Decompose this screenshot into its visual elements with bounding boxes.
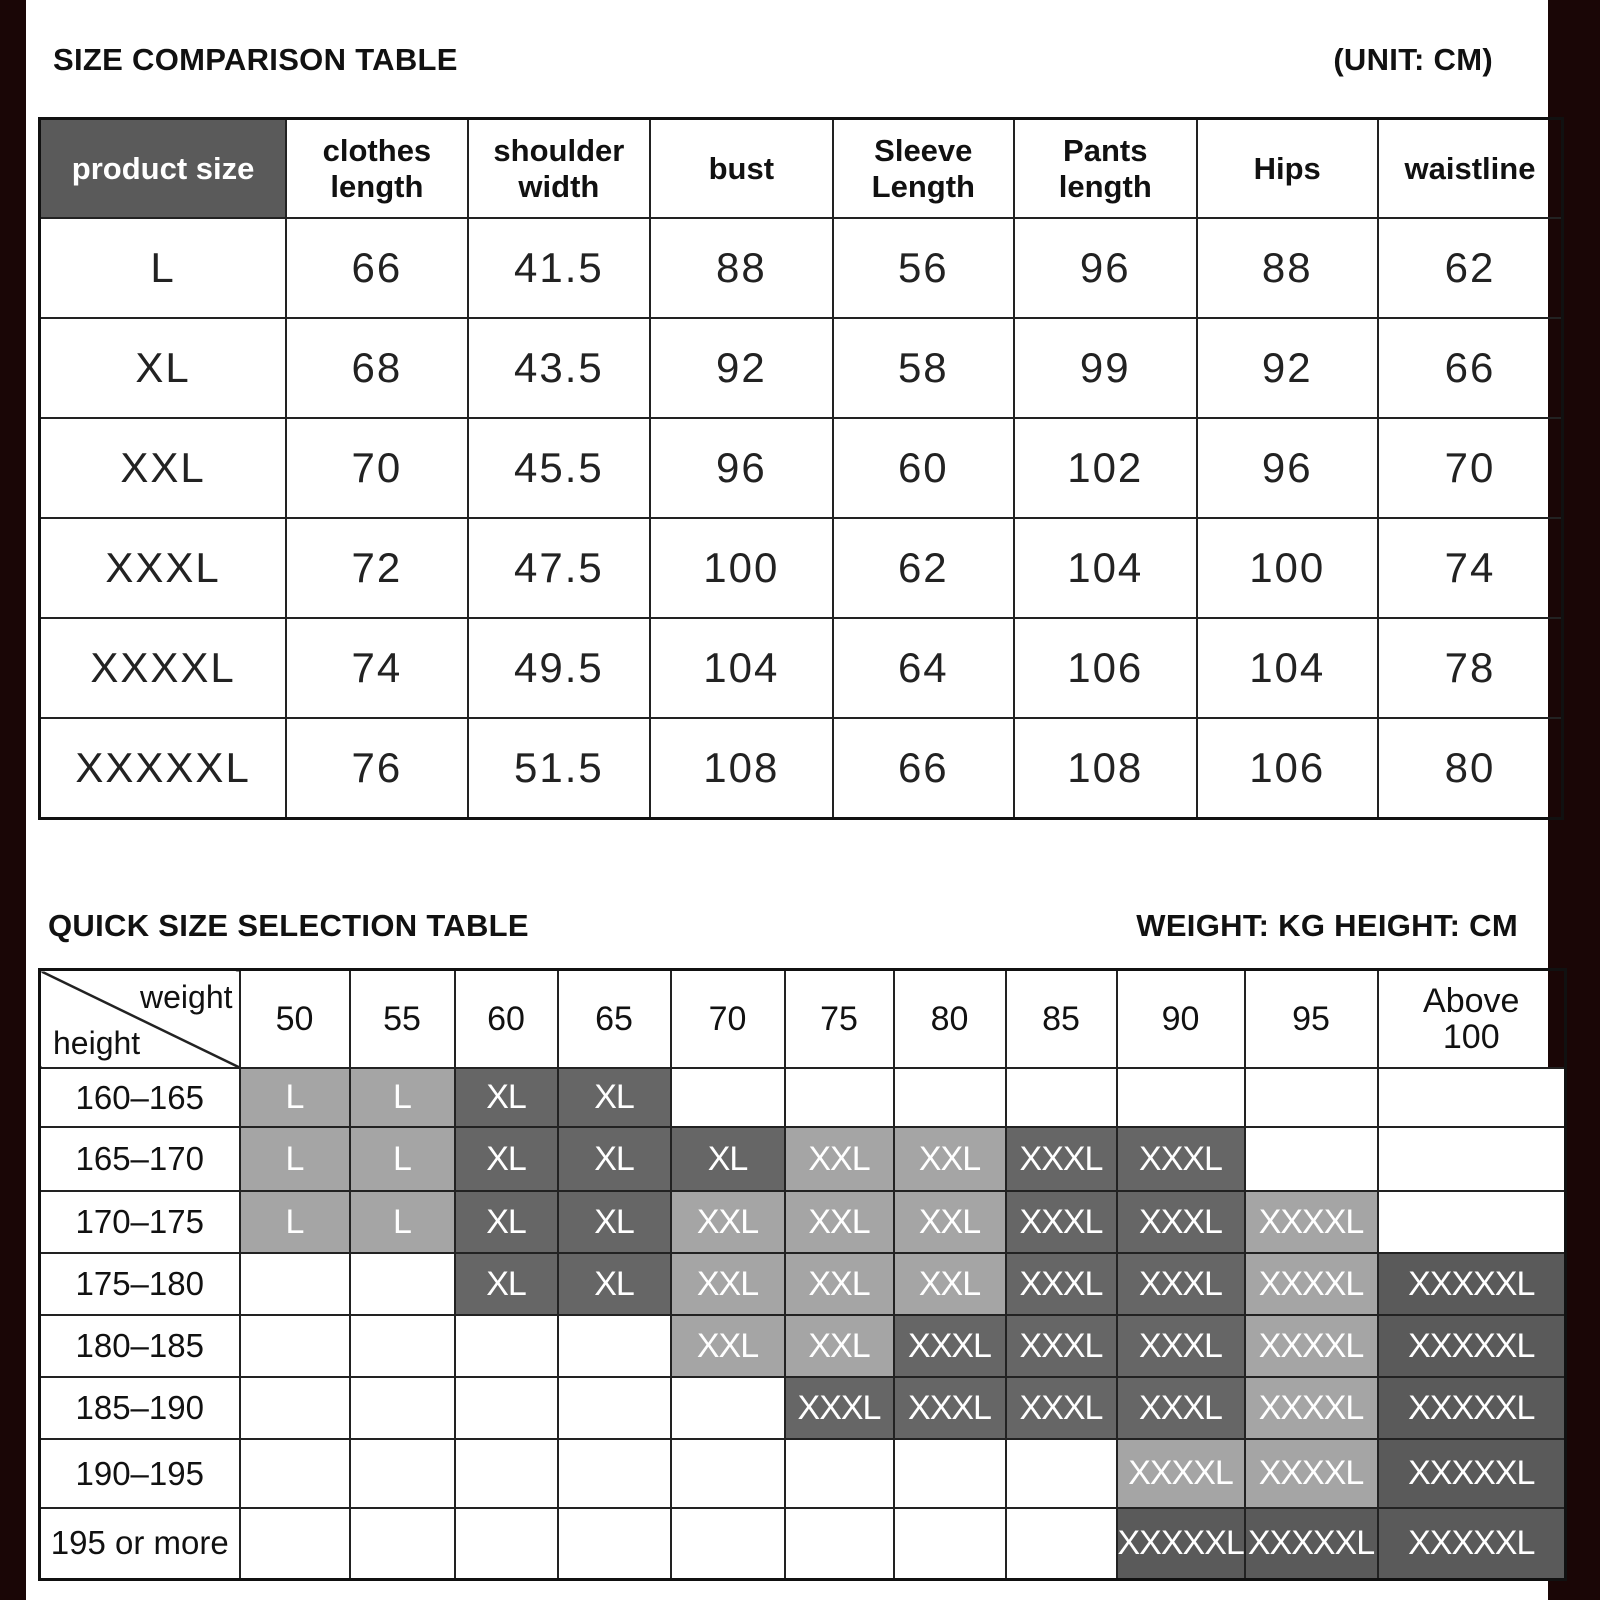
weight-header: 80 [894,970,1006,1069]
height-row [40,1068,1566,1127]
empty-cell [1378,1068,1566,1127]
measurement-cell: 70 [286,418,467,518]
empty-cell [1378,1191,1566,1253]
quick-selection-title: QUICK SIZE SELECTION TABLE [48,908,529,943]
measurement-cell: 72 [286,518,467,618]
size-recommendation-cell: XXL [671,1253,785,1315]
header-shoulder-width-text: shoulder width [493,132,625,204]
corner-height-label: height [53,1025,141,1061]
size-recommendation-cell: XXXL [894,1377,1006,1439]
size-label-cell: XL [40,318,287,418]
size-recommendation-cell: XL [671,1127,785,1191]
size-comparison-unit: (UNIT: CM) [1333,42,1493,77]
measurement-cell: 76 [286,718,467,819]
weight-header: 90 [1117,970,1245,1069]
height-label-cell: 180–185 [40,1315,240,1377]
size-label-cell: L [40,218,287,318]
size-recommendation-cell: XXXXXL [1245,1508,1378,1579]
size-recommendation-cell: XXXXL [1245,1191,1378,1253]
empty-cell [558,1315,671,1377]
size-table-header-row [40,119,1563,219]
weight-header: 95 [1245,970,1378,1069]
empty-cell [1006,1068,1117,1127]
size-recommendation-cell: XXXXXL [1378,1508,1566,1579]
size-row [40,418,1563,518]
size-recommendation-cell: L [240,1127,350,1191]
size-row [40,218,1563,318]
height-label-cell: 185–190 [40,1377,240,1439]
empty-cell [558,1508,671,1579]
size-recommendation-cell: XXXXL [1245,1377,1378,1439]
measurement-cell: 58 [833,318,1014,418]
size-recommendation-cell: XXXXXL [1378,1377,1566,1439]
empty-cell [785,1439,894,1508]
size-chart-page [26,0,1548,1600]
size-recommendation-cell: XL [558,1191,671,1253]
weight-header: 65 [558,970,671,1069]
size-recommendation-cell: L [240,1191,350,1253]
empty-cell [240,1377,350,1439]
empty-cell [1378,1127,1566,1191]
size-recommendation-cell: XXXXL [1117,1439,1245,1508]
measurement-cell: 49.5 [468,618,650,718]
measurement-cell: 41.5 [468,218,650,318]
header-pants-length-text: Pants length [1058,132,1152,204]
size-recommendation-cell: XXXXXL [1378,1253,1566,1315]
size-recommendation-cell: XL [558,1127,671,1191]
height-row [40,1508,1566,1579]
header-sleeve-length [833,119,1014,219]
size-recommendation-cell: XL [455,1191,558,1253]
empty-cell [671,1508,785,1579]
size-row [40,518,1563,618]
size-row [40,318,1563,418]
size-recommendation-cell: XXL [894,1127,1006,1191]
measurement-cell: 100 [650,518,832,618]
measurement-cell: 74 [286,618,467,718]
measurement-cell: 92 [1197,318,1378,418]
size-recommendation-cell: XXXL [1006,1315,1117,1377]
size-label-cell: XXXXXL [40,718,287,819]
weight-header: 50 [240,970,350,1069]
empty-cell [350,1315,455,1377]
empty-cell [350,1253,455,1315]
size-recommendation-cell: XXXL [1117,1377,1245,1439]
empty-cell [894,1068,1006,1127]
empty-cell [350,1508,455,1579]
measurement-cell: 92 [650,318,832,418]
size-comparison-title: SIZE COMPARISON TABLE [53,42,458,77]
height-label-cell: 170–175 [40,1191,240,1253]
size-comparison-table [38,117,1564,820]
quick-selection-unit: WEIGHT: KG HEIGHT: CM [1136,908,1518,943]
weight-header: 55 [350,970,455,1069]
size-table-body [40,218,1563,819]
size-recommendation-cell: XXXL [1006,1127,1117,1191]
empty-cell [785,1508,894,1579]
header-product-size: product size [40,119,287,219]
measurement-cell: 51.5 [468,718,650,819]
size-row [40,618,1563,718]
weight-header: 70 [671,970,785,1069]
quick-table-body [40,1068,1566,1579]
measurement-cell: 62 [833,518,1014,618]
header-bust: bust [650,119,832,219]
size-recommendation-cell: L [350,1191,455,1253]
header-clothes-length-text: clothes length [322,132,432,204]
weight-header: 75 [785,970,894,1069]
empty-cell [1006,1508,1117,1579]
size-recommendation-cell: L [350,1127,455,1191]
size-recommendation-cell: XL [455,1127,558,1191]
size-recommendation-cell: XL [455,1253,558,1315]
size-recommendation-cell: XXXL [1117,1191,1245,1253]
measurement-cell: 108 [650,718,832,819]
height-row [40,1377,1566,1439]
measurement-cell: 60 [833,418,1014,518]
height-label-cell: 165–170 [40,1127,240,1191]
size-comparison-header [26,38,1548,82]
measurement-cell: 99 [1014,318,1196,418]
weight-height-corner [40,970,240,1069]
measurement-cell: 96 [1014,218,1196,318]
measurement-cell: 106 [1197,718,1378,819]
measurement-cell: 70 [1378,418,1563,518]
empty-cell [240,1315,350,1377]
measurement-cell: 104 [1197,618,1378,718]
size-recommendation-cell: XL [455,1068,558,1127]
measurement-cell: 78 [1378,618,1563,718]
size-recommendation-cell: XXL [785,1315,894,1377]
height-row [40,1315,1566,1377]
size-recommendation-cell: XL [558,1253,671,1315]
quick-selection-header [26,904,1548,948]
measurement-cell: 66 [833,718,1014,819]
size-recommendation-cell: XXXXXL [1378,1315,1566,1377]
empty-cell [350,1439,455,1508]
measurement-cell: 64 [833,618,1014,718]
measurement-cell: 88 [1197,218,1378,318]
height-label-cell: 195 or more [40,1508,240,1579]
measurement-cell: 104 [1014,518,1196,618]
empty-cell [1117,1068,1245,1127]
empty-cell [894,1508,1006,1579]
size-recommendation-cell: XXL [894,1191,1006,1253]
measurement-cell: 100 [1197,518,1378,618]
empty-cell [1006,1439,1117,1508]
measurement-cell: 108 [1014,718,1196,819]
height-row [40,1191,1566,1253]
measurement-cell: 43.5 [468,318,650,418]
header-hips: Hips [1197,119,1378,219]
size-label-cell: XXXL [40,518,287,618]
header-clothes-length [286,119,467,219]
measurement-cell: 56 [833,218,1014,318]
header-pants-length [1014,119,1196,219]
size-recommendation-cell: XXXL [1006,1253,1117,1315]
size-recommendation-cell: XXL [671,1191,785,1253]
size-label-cell: XXXXL [40,618,287,718]
empty-cell [240,1439,350,1508]
measurement-cell: 66 [286,218,467,318]
measurement-cell: 74 [1378,518,1563,618]
measurement-cell: 68 [286,318,467,418]
size-recommendation-cell: XXXL [894,1315,1006,1377]
header-shoulder-width [468,119,650,219]
measurement-cell: 88 [650,218,832,318]
corner-weight-label: weight [140,979,233,1015]
size-recommendation-cell: XXXL [1006,1377,1117,1439]
size-recommendation-cell: XXXXL [1245,1253,1378,1315]
size-recommendation-cell: XXXL [785,1377,894,1439]
empty-cell [455,1439,558,1508]
measurement-cell: 47.5 [468,518,650,618]
quick-selection-table [38,968,1567,1581]
size-row [40,718,1563,819]
size-recommendation-cell: XXXL [1117,1315,1245,1377]
height-row [40,1439,1566,1508]
empty-cell [455,1377,558,1439]
measurement-cell: 102 [1014,418,1196,518]
height-row [40,1253,1566,1315]
empty-cell [671,1377,785,1439]
measurement-cell: 96 [650,418,832,518]
measurement-cell: 62 [1378,218,1563,318]
measurement-cell: 104 [650,618,832,718]
empty-cell [558,1377,671,1439]
empty-cell [1245,1127,1378,1191]
weight-header: 60 [455,970,558,1069]
height-label-cell: 175–180 [40,1253,240,1315]
measurement-cell: 80 [1378,718,1563,819]
empty-cell [671,1068,785,1127]
size-recommendation-cell: XXXXL [1245,1315,1378,1377]
size-recommendation-cell: XL [558,1068,671,1127]
size-recommendation-cell: XXL [785,1191,894,1253]
weight-header: 85 [1006,970,1117,1069]
size-label-cell: XXL [40,418,287,518]
empty-cell [455,1315,558,1377]
weight-header: Above 100 [1378,970,1566,1069]
measurement-cell: 96 [1197,418,1378,518]
size-recommendation-cell: XXL [785,1127,894,1191]
empty-cell [558,1439,671,1508]
header-sleeve-length-text: Sleeve Length [871,132,975,204]
size-recommendation-cell: XXL [894,1253,1006,1315]
empty-cell [671,1439,785,1508]
empty-cell [455,1508,558,1579]
empty-cell [240,1253,350,1315]
empty-cell [1245,1068,1378,1127]
size-recommendation-cell: L [350,1068,455,1127]
height-label-cell: 160–165 [40,1068,240,1127]
size-recommendation-cell: XXXXXL [1117,1508,1245,1579]
size-recommendation-cell: XXL [671,1315,785,1377]
empty-cell [240,1508,350,1579]
measurement-cell: 106 [1014,618,1196,718]
header-waistline: waistline [1378,119,1563,219]
empty-cell [350,1377,455,1439]
measurement-cell: 66 [1378,318,1563,418]
empty-cell [785,1068,894,1127]
size-recommendation-cell: XXXXL [1245,1439,1378,1508]
size-recommendation-cell: XXXXXL [1378,1439,1566,1508]
size-recommendation-cell: XXXL [1117,1253,1245,1315]
size-recommendation-cell: XXL [785,1253,894,1315]
size-recommendation-cell: L [240,1068,350,1127]
empty-cell [894,1439,1006,1508]
quick-table-header-row [40,970,1566,1069]
measurement-cell: 45.5 [468,418,650,518]
height-label-cell: 190–195 [40,1439,240,1508]
size-recommendation-cell: XXXL [1117,1127,1245,1191]
height-row [40,1127,1566,1191]
size-recommendation-cell: XXXL [1006,1191,1117,1253]
